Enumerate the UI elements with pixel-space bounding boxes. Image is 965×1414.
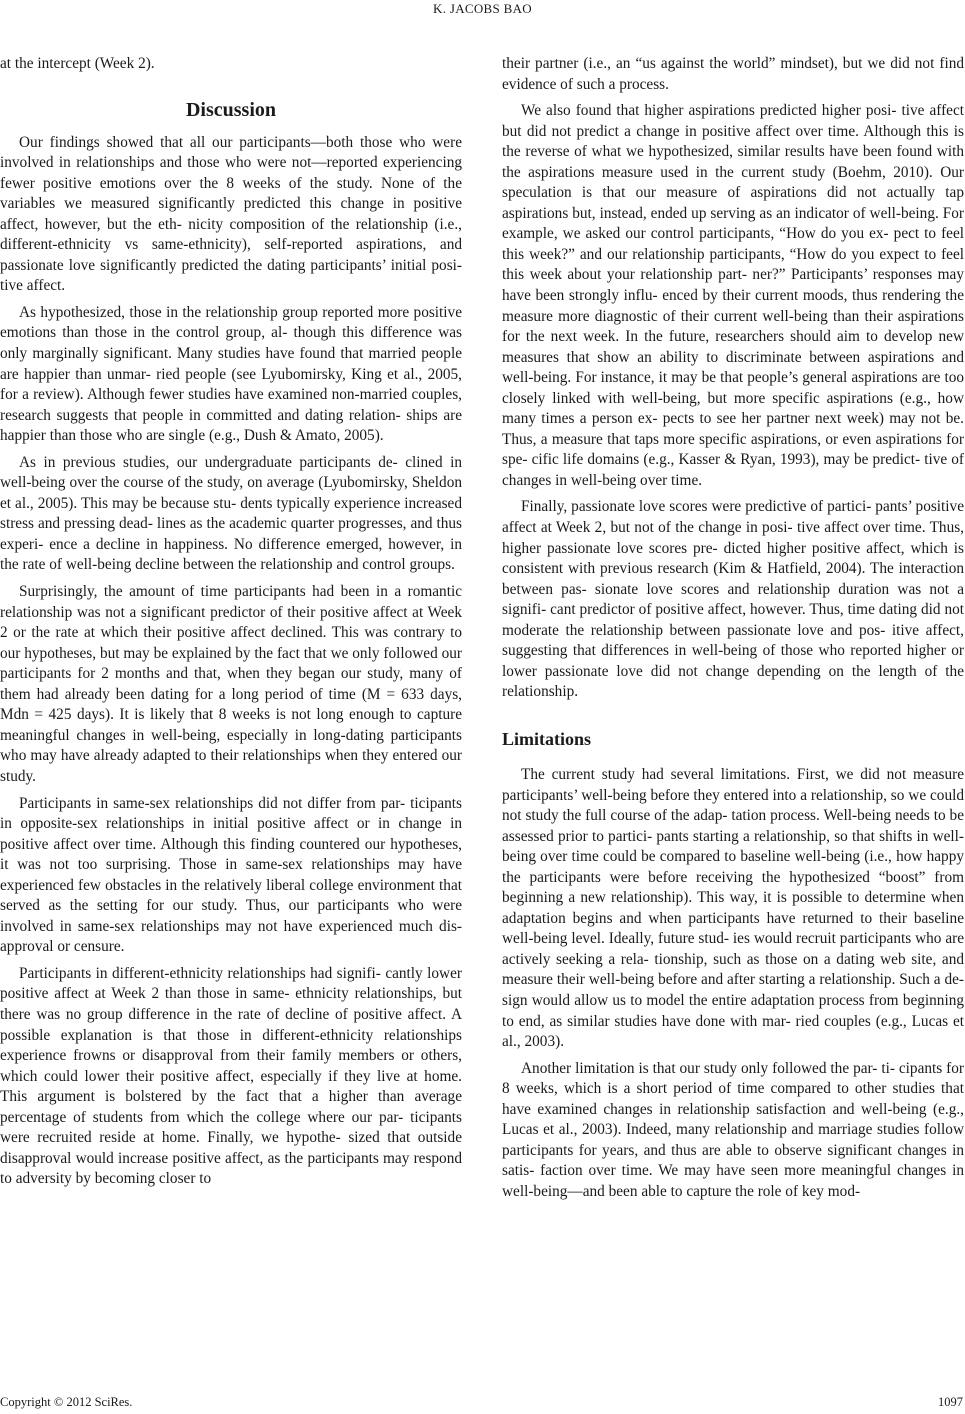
intro-fragment: at the intercept (Week 2). — [0, 55, 155, 72]
aspirations-paragraph: We also found that higher aspirations predicted higher posi- tive affect but did not predict a change in positive affect over time. Although this is the reverse of what we hypothesized, similar results have been found with the aspirations measure used in the current study (Boehm, 2010). Our speculation is that our measure of aspirations did not actually tap aspirations but, instead, ended up serving as an indicator of well-being. For example, we asked our control participants, “How do you ex- pect to feel this week?” and our relationship participants, “How do you expect to feel this week about your relationship part- ner?” Participants’ responses may have been strongly influ- enced by their current moods, thus rendering the measure more diagnostic of their current well-being than their aspirations for the next week. In the future, researchers should aim to develop new measures that show an ability to discriminate between aspirations and well-being. For instance, it may be that people’s general aspirations are too closely linked with well-being, but more specific aspirations (e.g., how many times a person ex- pects to see her partner next week) may not be. Thus, a measure that taps more specific aspirations, or even aspirations for spe- cific life domains (e.g., Kasser & Ryan, 1993), may be predict- tive of changes in well-being over time. — [502, 102, 964, 489]
limitations-heading: Limitations — [502, 728, 592, 749]
running-head: K. JACOBS BAO — [433, 1, 532, 16]
page-number: 1097 — [938, 1395, 963, 1409]
discussion-paragraph-2: As hypothesized, those in the relationship group reported more positive emotions than those in the control group, al- though this difference was only marginally significant. Many studies have found that married people are happier than unmar- ried people (see Lyubomirsky, King et al., 2005, for a review). Although fewer studies have examined non-married couples, research suggests that people in committed and dating relation- ships are happier than those who are single (e.g., Dush & Amato, 2005). — [0, 303, 462, 445]
continuation-paragraph: their partner (i.e., an “us against the world” mindset), but we did not find evidence of such a process. — [502, 55, 964, 93]
discussion-paragraph-5: Participants in same-sex relationships did not differ from par- ticipants in opposite-sex relationships in initial positive affect or in change in positive affect over time. Although this finding countered our hypotheses, it was not too surprising. Those in same-sex relationships may have experienced few obstacles in the relatively liberal college environment that served as the setting for our study. Thus, our participants who were involved in same-sex relationships may not have experienced much dis- approval or censure. — [0, 794, 462, 956]
discussion-heading: Discussion — [185, 98, 277, 121]
discussion-paragraph-3: As in previous studies, our undergraduate participants de- clined in well-being over the course of the study, on average (Lyubomirsky, Sheldon et al., 2005). This may be because stu- dents typically experience increased stress and pressing dead- lines as the academic quarter progresses, and thus experi- ence a decline in happiness. No difference emerged, however, in the rate of well-being decline between the relationship and control groups. — [0, 453, 462, 574]
limitations-paragraph-2: Another limitation is that our study only followed the par- ti- cipants for 8 weeks, which is a short period of time compared to other studies that have examined changes in relationship satisfaction and well-being (e.g., Lucas et al., 2003). Indeed, many relationship and marriage studies follow participants for years, and thus are able to observe significant changes in satis- faction over time. We may have seen more meaningful changes in well-being—and been able to capture the role of key mod- — [502, 1059, 964, 1200]
limitations-paragraph-1: The current study had several limitations. First, we did not measure participants’ well-being before they entered into a relationship, so we could not study the full course of the adap- tation process. Well-being needs to be assessed prior to partici- pants starting a relationship, so that shifts in well-being over time could be compared to baseline well-being (i.e., how happy the participants were before receiving the hypothesized “boost” from beginning a new relationship). This way, it is possible to determine when adaptation begins and when participants have returned to their baseline well-being level. Ideally, future stud- ies would recruit participants who are actively seeking a rela- tionship, such as those on a dating web site, and measure their well-being before and after starting a relationship. Such a de- sign would allow us to model the entire adaptation process from beginning to end, as similar studies have done with mar- ried couples (e.g., Lucas et al., 2003). — [502, 765, 964, 1051]
discussion-paragraph-6: Participants in different-ethnicity relationships had signifi- cantly lower positive affect at Week 2 than those in same- ethnicity relationships, but there was no group difference in the rate of decline of positive affect. A possible explanation is that those in different-ethnicity relationships experience frowns or disapproval from their family members or others, which could lower their positive affect, especially if they live at home. This argument is bolstered by the fact that a higher than average percentage of students from which the college where our par- ticipants were recruited reside at home. Finally, we hypothe- sized that outside disapproval would increase positive affect, as the participants may respond to adversity by becoming closer to — [0, 964, 462, 1188]
discussion-paragraph-4: Surprisingly, the amount of time participants had been in a romantic relationship was not a significant predictor of their positive affect at Week 2 or the rate at which their positive affect declined. This was contrary to our hypotheses, but may be explained by the fact that we only followed our participants for 2 months and that, when they began our study, many of them had already been dating for a long period of time (M = 633 days, Mdn = 425 days). It is likely that 8 weeks is not long enough to capture meaningful changes in well-being, especially in long-dating participants who may have already adapted to their relationships when they entered our study. — [0, 583, 462, 785]
passionate-love-paragraph: Finally, passionate love scores were predictive of partici- pants’ positive affect at Week 2, but not of the change in posi- tive affect over time. Thus, higher passionate love scores pre- dicted higher positive affect, which is consistent with previous research (Kim & Hatfield, 2004). The interaction between pas- sionate love scores and relationship duration was not a signifi- cant predictor of positive affect, however. Thus, time dating did not moderate the relationship between passionate love and pos- itive affect, suggesting that differences in well-being of those who reported higher or lower passionate love did not change depending on the length of the relationship. — [502, 498, 964, 701]
right-column — [502, 54, 964, 1202]
copyright-notice: Copyright © 2012 SciRes. — [0, 1395, 133, 1409]
discussion-paragraph-1: Our findings showed that all our participants—both those who were involved in relationships and those who were not—reported experiencing fewer positive emotions over the 8 weeks of the study. None of the variables we measured significantly predicted this change in positive affect, however, but the eth- nicity composition of the relationship (i.e., different-ethnicity vs same-ethnicity), self-reported aspirations, and passionate love significantly predicted the dating participants’ initial posi- tive affect. — [0, 133, 462, 295]
left-column — [0, 54, 462, 1190]
